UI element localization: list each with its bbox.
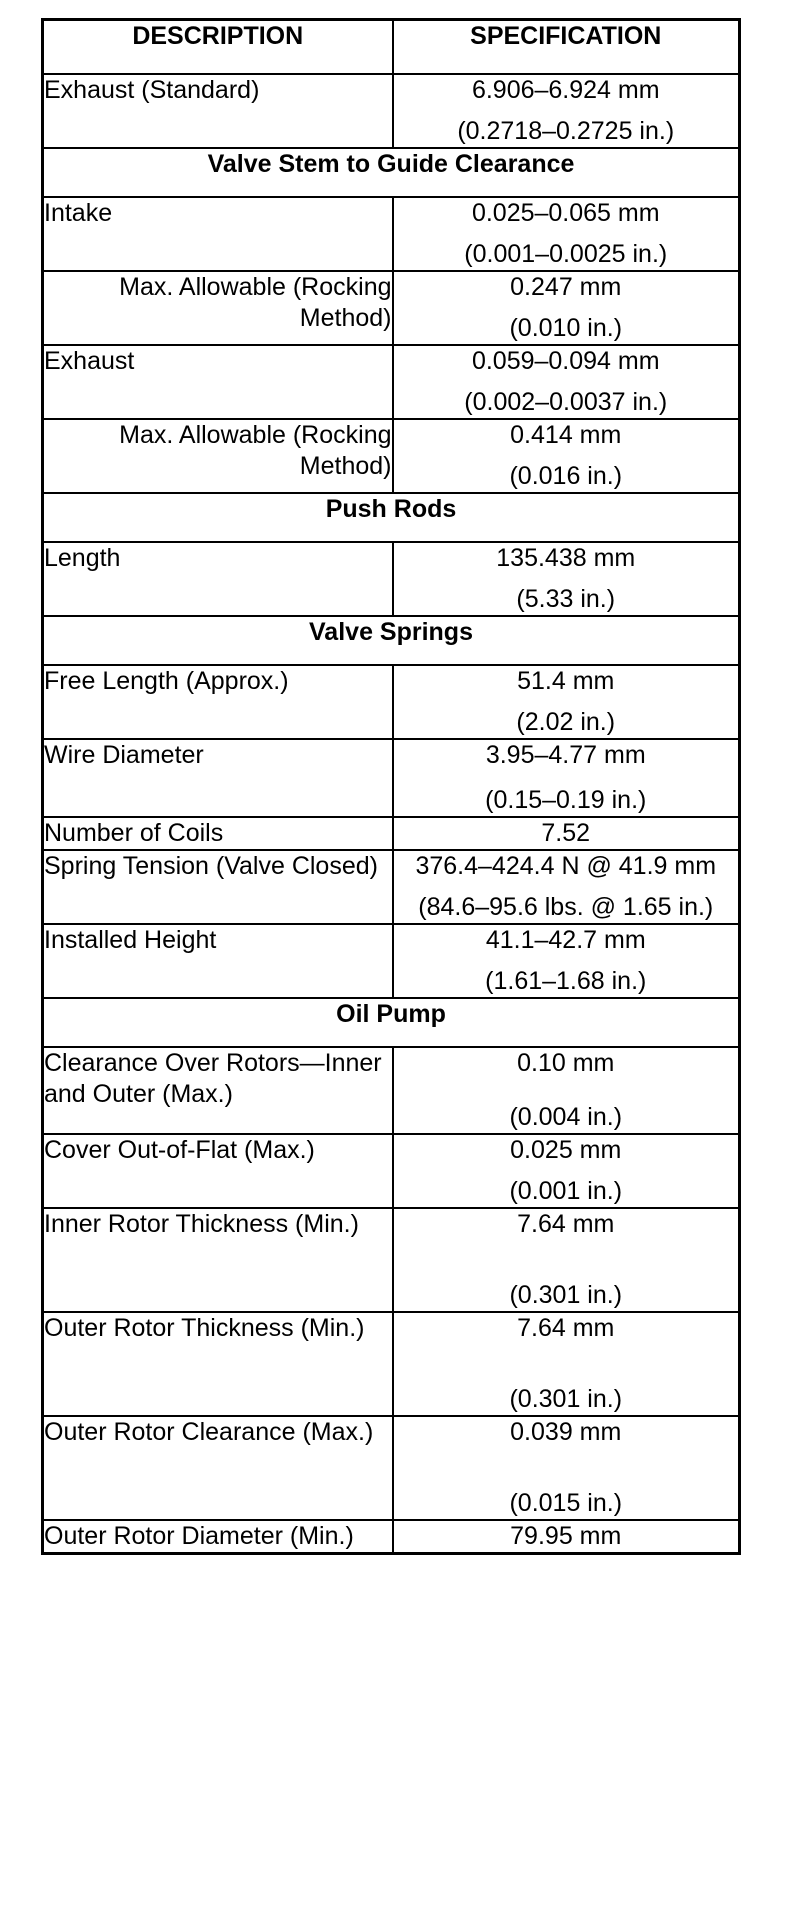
row-label: Length bbox=[43, 542, 393, 616]
table-row bbox=[43, 1312, 740, 1416]
specification-table bbox=[41, 18, 741, 1555]
row-spec bbox=[393, 542, 740, 616]
table-header-row bbox=[43, 20, 740, 75]
row-label: Exhaust bbox=[43, 345, 393, 419]
table-row bbox=[43, 1520, 740, 1554]
row-spec bbox=[393, 1134, 740, 1208]
metric-value: 0.247 mm bbox=[510, 273, 622, 301]
imperial-value: (0.004 in.) bbox=[509, 1103, 623, 1131]
row-label: Installed Height bbox=[43, 924, 393, 998]
row-spec bbox=[393, 1416, 740, 1520]
table-row bbox=[43, 1416, 740, 1520]
row-spec bbox=[393, 345, 740, 419]
section-row bbox=[43, 616, 740, 665]
section-title-valve-stem: Valve Stem to Guide Clearance bbox=[43, 148, 740, 197]
imperial-value: (84.6–95.6 lbs. @ 1.65 in.) bbox=[418, 893, 714, 921]
table-row bbox=[43, 271, 740, 345]
row-spec bbox=[393, 739, 740, 817]
metric-value: 51.4 mm bbox=[517, 667, 615, 695]
imperial-value: (0.001 in.) bbox=[509, 1177, 623, 1205]
imperial-value: (0.016 in.) bbox=[509, 462, 623, 490]
table-row bbox=[43, 542, 740, 616]
row-label: Inner Rotor Thickness (Min.) bbox=[43, 1208, 393, 1312]
row-spec bbox=[393, 817, 740, 850]
row-spec bbox=[393, 1520, 740, 1554]
section-title-push-rods: Push Rods bbox=[43, 493, 740, 542]
imperial-value: (0.15–0.19 in.) bbox=[485, 786, 647, 814]
table-row bbox=[43, 197, 740, 271]
row-label: Max. Allowable (Rocking Method) bbox=[43, 419, 393, 493]
section-row bbox=[43, 998, 740, 1047]
imperial-value: (0.2718–0.2725 in.) bbox=[457, 117, 675, 145]
metric-value: 41.1–42.7 mm bbox=[485, 926, 646, 954]
table-row bbox=[43, 924, 740, 998]
metric-value: 7.64 mm bbox=[517, 1210, 615, 1238]
metric-value: 3.95–4.77 mm bbox=[485, 741, 646, 769]
row-spec bbox=[393, 1208, 740, 1312]
row-spec bbox=[393, 850, 740, 924]
imperial-value: (0.015 in.) bbox=[509, 1489, 623, 1517]
table-row bbox=[43, 850, 740, 924]
table-row bbox=[43, 419, 740, 493]
row-label: Outer Rotor Thickness (Min.) bbox=[43, 1312, 393, 1416]
row-label: Cover Out-of-Flat (Max.) bbox=[43, 1134, 393, 1208]
section-row bbox=[43, 493, 740, 542]
metric-value: 0.414 mm bbox=[510, 421, 622, 449]
row-label: Outer Rotor Clearance (Max.) bbox=[43, 1416, 393, 1520]
metric-value: 0.025–0.065 mm bbox=[471, 199, 660, 227]
imperial-value: (0.301 in.) bbox=[509, 1281, 623, 1309]
table-row bbox=[43, 1134, 740, 1208]
row-spec bbox=[393, 74, 740, 148]
section-title-valve-springs: Valve Springs bbox=[43, 616, 740, 665]
section-title-oil-pump: Oil Pump bbox=[43, 998, 740, 1047]
row-label: Exhaust (Standard) bbox=[43, 74, 393, 148]
row-label: Max. Allowable (Rocking Method) bbox=[43, 271, 393, 345]
imperial-value: (1.61–1.68 in.) bbox=[485, 967, 647, 995]
row-label: Number of Coils bbox=[43, 817, 393, 850]
metric-value: 79.95 mm bbox=[510, 1522, 622, 1550]
row-spec bbox=[393, 665, 740, 739]
description-column-header: DESCRIPTION bbox=[43, 20, 393, 75]
table-row bbox=[43, 74, 740, 148]
row-spec bbox=[393, 1047, 740, 1134]
imperial-value: (0.301 in.) bbox=[509, 1385, 623, 1413]
row-label: Free Length (Approx.) bbox=[43, 665, 393, 739]
imperial-value: (0.010 in.) bbox=[509, 314, 623, 342]
row-label: Spring Tension (Valve Closed) bbox=[43, 850, 393, 924]
metric-value: 0.025 mm bbox=[510, 1136, 622, 1164]
table-row bbox=[43, 345, 740, 419]
row-label: Outer Rotor Diameter (Min.) bbox=[43, 1520, 393, 1554]
row-spec bbox=[393, 419, 740, 493]
row-label: Intake bbox=[43, 197, 393, 271]
section-row bbox=[43, 148, 740, 197]
table-row bbox=[43, 1208, 740, 1312]
table-row bbox=[43, 739, 740, 817]
row-spec bbox=[393, 1312, 740, 1416]
metric-value: 0.10 mm bbox=[517, 1049, 615, 1077]
imperial-value: (5.33 in.) bbox=[516, 585, 616, 613]
metric-value: 7.64 mm bbox=[517, 1314, 615, 1342]
imperial-value: (2.02 in.) bbox=[516, 708, 616, 736]
metric-value: 135.438 mm bbox=[496, 544, 636, 572]
row-label: Clearance Over Rotors—Inner and Outer (Max.) bbox=[43, 1047, 393, 1134]
spec-value: 7.52 bbox=[541, 819, 591, 847]
metric-value: 6.906–6.924 mm bbox=[471, 76, 660, 104]
row-label: Wire Diameter bbox=[43, 739, 393, 817]
imperial-value: (0.002–0.0037 in.) bbox=[464, 388, 668, 416]
imperial-value: (0.001–0.0025 in.) bbox=[464, 240, 668, 268]
row-spec bbox=[393, 271, 740, 345]
metric-value: 0.059–0.094 mm bbox=[471, 347, 660, 375]
metric-value: 376.4–424.4 N @ 41.9 mm bbox=[415, 852, 717, 880]
specification-column-header: SPECIFICATION bbox=[393, 20, 740, 75]
table-row bbox=[43, 665, 740, 739]
metric-value: 0.039 mm bbox=[510, 1418, 622, 1446]
table-row bbox=[43, 1047, 740, 1134]
row-spec bbox=[393, 924, 740, 998]
table-row bbox=[43, 817, 740, 850]
row-spec bbox=[393, 197, 740, 271]
